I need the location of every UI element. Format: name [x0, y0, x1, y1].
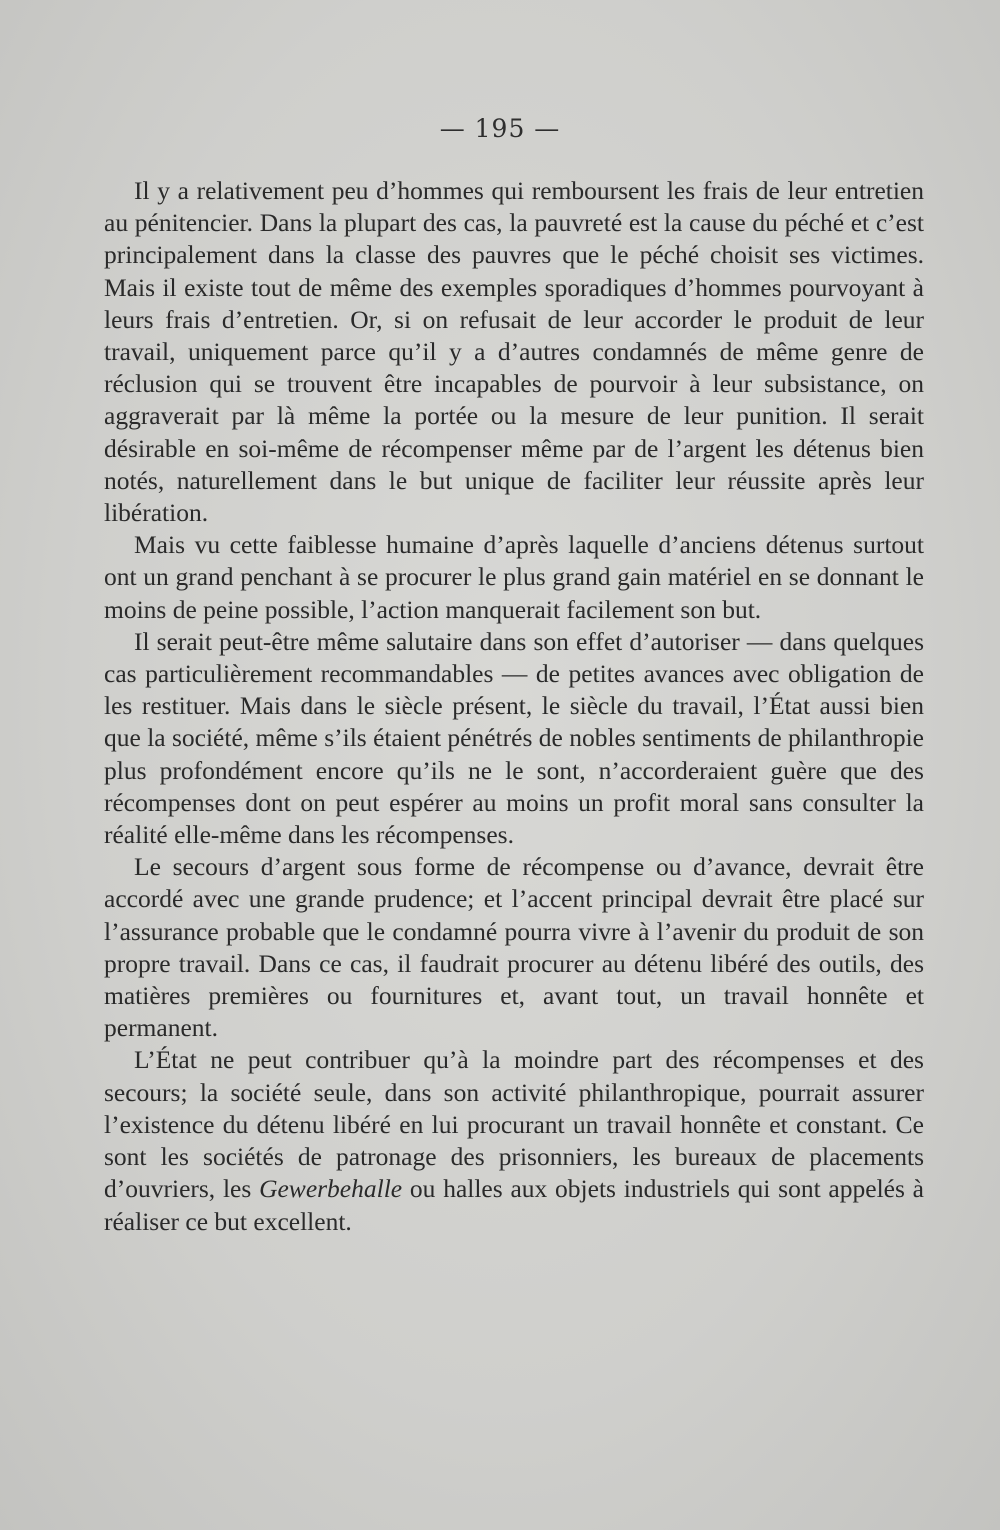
paragraph-3: Il serait peut-être même salutaire dans son effet d’autoriser — dans quelques cas particulièrement recommandables — de petites avances avec obligation de les restituer. Mais dans le siècle présent, le siècle du travail, l’État aussi bien que la société, même s’ils étaient pénétrés de nobles sentiments de philanthropie plus profondément encore qu’ils ne le sont, n’accorderaient guère que des récompenses dont on peut espérer au moins un profit moral sans consulter la réalité elle-même dans les récompenses. [104, 626, 924, 850]
body-text [104, 175, 924, 1238]
paragraph-2: Mais vu cette faiblesse humaine d’après laquelle d’anciens détenus surtout ont un grand penchant à se procurer le plus grand gain matériel en se donnant le moins de peine possible, l’action manquerait facilement son but. [104, 530, 924, 624]
page-number: — 195 — [439, 114, 561, 143]
paragraph-5 [104, 1044, 924, 1237]
paragraph-5-text-after: ou halles aux objets industriels qui sont appelés à réaliser ce but excellent. [104, 1174, 924, 1236]
paragraph-5-text-before: L’État ne peut contribuer qu’à la moindre part des récompenses et des secours; la société seule, dans son activité philanthropique, pourrait assurer l’existence du détenu libéré en lui procurant un travail honnête et constant. Ce sont les sociétés de patronage des prisonniers, les bureaux de placements d’ouvriers, les [104, 1045, 924, 1204]
paragraph-4: Le secours d’argent sous forme de récompense ou d’avance, devrait être accordé avec une grande prudence; et l’accent principal devrait être placé sur l’assurance probable que le condamné pourra vivre à l’avenir du produit de son propre travail. Dans ce cas, il faudrait procurer au détenu libéré des outils, des matières premières ou fournitures et, avant tout, un travail honnête et permanent. [104, 852, 924, 1043]
paragraph-1: Il y a relativement peu d’hommes qui remboursent les frais de leur entretien au pénitencier. Dans la plupart des cas, la pauvreté est la cause du péché et c’est principalement dans la classe des pauvres que le péché choisit ses victimes. Mais il existe tout de même des exemples sporadiques d’hommes pourvoyant à leurs frais d’entretien. Or, si on refusait de leur accorder le produit de leur travail, uniquement parce qu’il y a d’autres condamnés de même genre de réclusion qui se trouvent être incapables de pourvoir à leur subsistance, on aggraverait par là même la portée ou la mesure de leur punition. Il serait désirable en soi-même de récompenser même par de l’argent les détenus bien notés, naturellement dans le but unique de faciliter leur réussite après leur libération. [104, 176, 924, 528]
paragraph-5-italic-term: Gewerbehalle [259, 1174, 403, 1204]
